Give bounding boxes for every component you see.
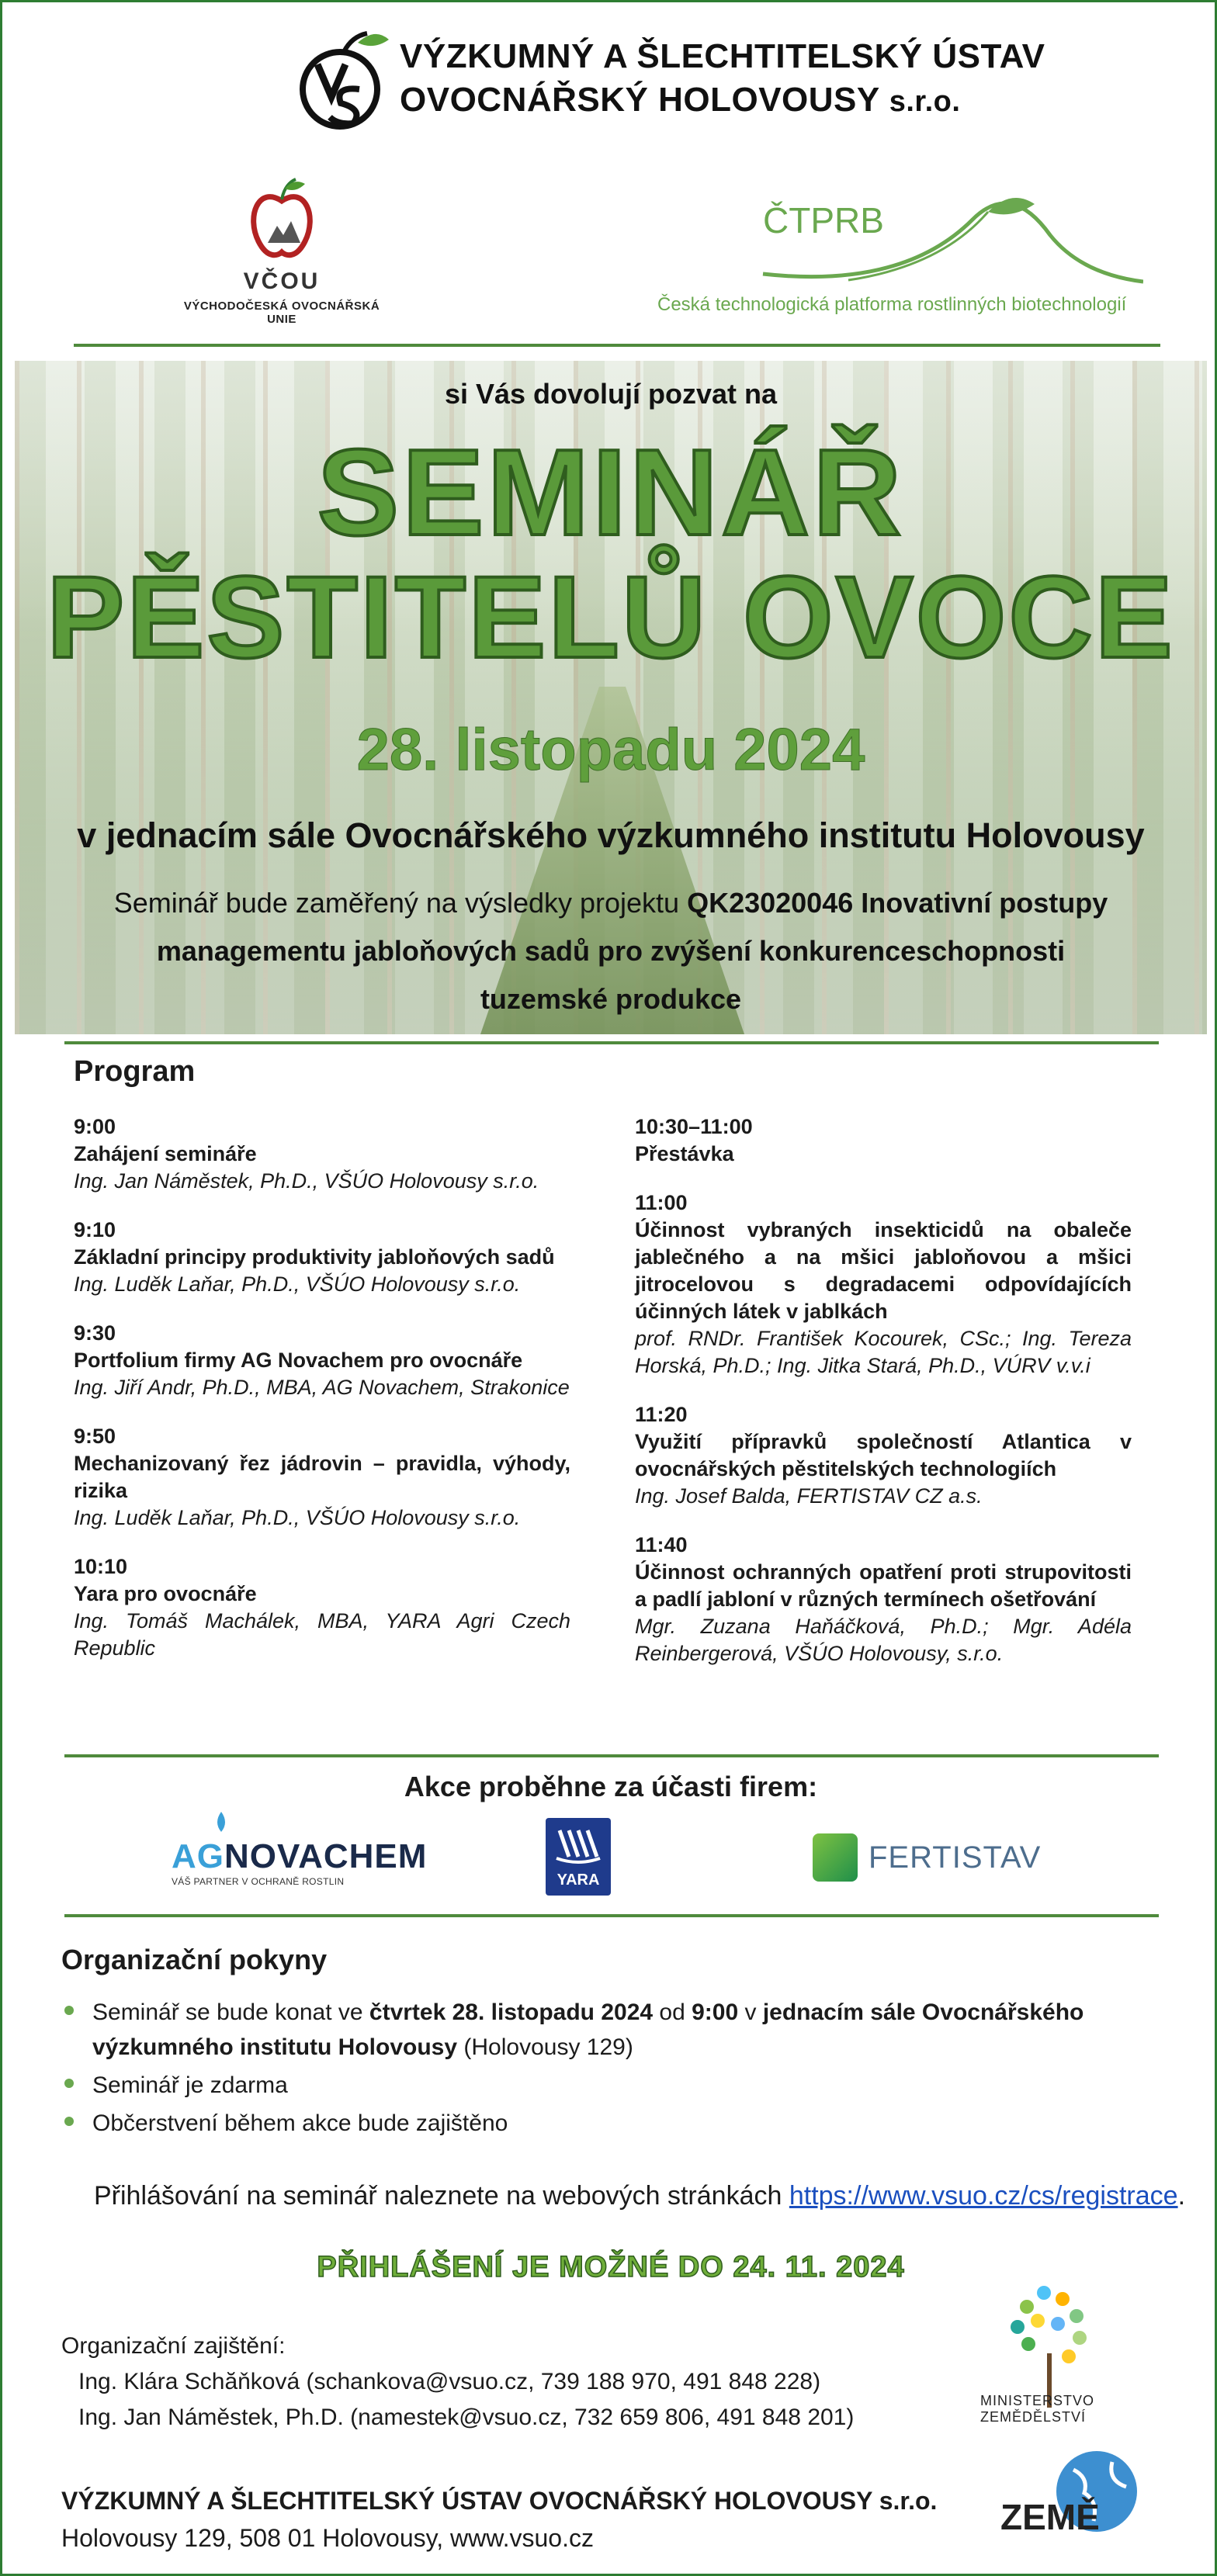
item-time: 11:20: [635, 1403, 688, 1426]
hero-banner: [15, 361, 1207, 1034]
ctprb-abbr: ČTPRB: [763, 200, 884, 241]
drop-icon: [206, 1810, 237, 1833]
item-title: Účinnost ochranných opatření proti strupovitosti a padlí jabloní v různých termínech ošetřování: [635, 1560, 1132, 1611]
org-heading: Organizační pokyny: [61, 1944, 328, 1975]
item-title: Portfolium firmy AG Novachem pro ovocnáře: [74, 1349, 523, 1372]
fertistav-name: FERTISTAV: [869, 1840, 1042, 1875]
item-speaker: Ing. Luděk Laňar, Ph.D., VŠÚO Holovousy s.r.o.: [74, 1506, 521, 1529]
vsuo-logo: [297, 29, 1045, 130]
item-time: 9:30: [74, 1321, 116, 1345]
registration-link[interactable]: https://www.vsuo.cz/cs/registrace: [789, 2181, 1178, 2211]
program-item: [74, 1113, 570, 1195]
ministry-logo: [918, 2276, 1167, 2425]
sponsors-heading: Akce proběhne za účasti firem:: [404, 1771, 818, 1802]
fertistav-logo: [813, 1833, 1041, 1882]
item-time: 9:10: [74, 1218, 116, 1241]
vsuo-sro: s.r.o.: [889, 85, 961, 118]
vcou-abbr: VČOU: [243, 268, 321, 294]
list-item: Seminář je zdarma: [61, 2068, 1171, 2103]
zeme-logo: [996, 2446, 1151, 2547]
item-speaker: Ing. Luděk Laňar, Ph.D., VŠÚO Holovousy s.r.o.: [74, 1272, 521, 1296]
venue-bold: jednacím sále Ovocnářského výzkumného institutu Holovousy: [92, 2000, 1084, 2060]
invite-text: si Vás dovolují pozvat na: [444, 378, 778, 410]
registration-text: Přihlášování na seminář naleznete na webových stránkách: [94, 2181, 789, 2211]
item-time: 11:00: [635, 1191, 688, 1214]
vsuo-name-line2: OVOCNÁŘSKÝ HOLOVOUSY: [400, 81, 879, 119]
contact-1: Ing. Klára Schăňková (schankova@vsuo.cz, 739 188 970, 491 848 228): [78, 2369, 821, 2394]
program-column-right: [635, 1113, 1132, 1689]
text: .: [1177, 2181, 1186, 2211]
item-time: 10:10: [74, 1555, 128, 1578]
event-venue: v jednacím sále Ovocnářského výzkumného institutu Holovousy: [77, 815, 1145, 855]
item-speaker: Ing. Jan Náměstek, Ph.D., VŠÚO Holovousy s.r.o.: [74, 1169, 539, 1193]
divider: [74, 344, 1160, 347]
vsuo-name-line1: VÝZKUMNÝ A ŠLECHTITELSKÝ ÚSTAV: [400, 37, 1045, 75]
item-speaker: prof. RNDr. František Kocourek, CSc.; Ing. Tereza Horská, Ph.D.; Ing. Jitka Stará, Ph.D., VÚRV v.v.i: [635, 1327, 1132, 1377]
time-bold: 9:00: [692, 2000, 739, 2025]
vcou-full-name: VÝCHODOČESKÁ OVOCNÁŘSKÁ UNIE: [183, 299, 380, 326]
contacts: [61, 2328, 854, 2436]
text: (Holovousy 129): [457, 2034, 633, 2060]
program-item: [74, 1553, 570, 1662]
program-item: [74, 1423, 570, 1532]
item-speaker: Ing. Tomáš Machálek, MBA, YARA Agri Czech Republic: [74, 1609, 570, 1660]
contact-2: Ing. Jan Náměstek, Ph.D. (namestek@vsuo.cz, 732 659 806, 491 848 201): [78, 2405, 855, 2430]
apple-icon: [251, 178, 313, 267]
program-column-left: [74, 1113, 570, 1684]
ministry-name: MINISTERSTVO ZEMĚDĚLSTVÍ: [980, 2393, 1095, 2425]
item-title: Základní principy produktivity jabloňových sadů: [74, 1245, 555, 1269]
footer-org-name: VÝZKUMNÝ A ŠLECHTITELSKÝ ÚSTAV OVOCNÁŘSKÝ HOLOVOUSY s.r.o.: [61, 2487, 938, 2515]
contacts-heading: Organizační zajištění:: [61, 2333, 286, 2359]
registration-note: [94, 2181, 1185, 2211]
item-time: 9:00: [74, 1115, 116, 1138]
org-list: [61, 1995, 1171, 2144]
project-title: QK23020046 Inovativní postupy managementu jabloňových sadů pro zvýšení konkurenceschopnosti tuzemské produkce: [156, 887, 1108, 1015]
vcou-logo: [169, 178, 394, 326]
title-line1: SEMINÁŘ: [317, 424, 905, 561]
divider: [64, 1041, 1159, 1044]
footer-address: Holovousy 129, 508 01 Holovousy, www.vsuo.cz: [61, 2524, 594, 2552]
vsuo-apple-icon: [297, 29, 390, 130]
agnovachem-name: NOVACHEM: [224, 1837, 428, 1875]
divider: [64, 1754, 1159, 1757]
item-speaker: Ing. Josef Balda, FERTISTAV CZ a.s.: [635, 1484, 983, 1508]
date-bold: čtvrtek 28. listopadu 2024: [369, 2000, 654, 2025]
item-title: Zahájení semináře: [74, 1142, 257, 1165]
list-item: Občerstvení během akce bude zajištěno: [61, 2106, 1171, 2141]
item-speaker: Ing. Jiří Andr, Ph.D., MBA, AG Novachem, Strakonice: [74, 1376, 570, 1399]
text: Seminář se bude konat ve: [92, 2000, 369, 2025]
yara-logo: [546, 1818, 611, 1896]
text: v: [738, 2000, 763, 2025]
item-speaker: Mgr. Zuzana Haňáčková, Ph.D.; Mgr. Adéla Reinbergerová, VŠÚO Holovousy, s.r.o.: [635, 1615, 1132, 1665]
item-title: Využití přípravků společností Atlantica v ovocnářských pěstitelských technologiích: [635, 1430, 1132, 1480]
yara-label: YARA: [556, 1871, 600, 1889]
program-item: [635, 1401, 1132, 1510]
title-line2: PĚSTITELŮ OVOCE: [47, 552, 1175, 682]
divider: [64, 1914, 1159, 1917]
footer: [61, 2482, 937, 2557]
event-date: 28. listopadu 2024: [356, 717, 865, 783]
program-heading: Program: [74, 1055, 196, 1088]
ctprb-full-name: Česká technologická platforma rostlinných biotechnologií: [657, 294, 1127, 315]
ctprb-wave-icon: [647, 189, 1143, 289]
program-item: [635, 1532, 1132, 1667]
program-item: [635, 1113, 1132, 1168]
fertistav-icon: [813, 1833, 858, 1882]
agnovachem-tagline: VÁŠ PARTNER V OCHRANĚ ROSTLIN: [172, 1876, 345, 1887]
ctprb-logo: [647, 189, 1143, 316]
event-focus: [15, 879, 1207, 1023]
item-title: Účinnost vybraných insekticidů na obaleče jablečného a na mšici jabloňovou a mšici jitrocelovou s degradacemi odpovídajících účinných látek v jablkách: [635, 1218, 1132, 1323]
registration-deadline: PŘIHLÁŠENÍ JE MOŽNÉ DO 24. 11. 2024: [317, 2251, 905, 2283]
focus-prefix: Seminář bude zaměřený na výsledky projektu: [113, 887, 688, 919]
agnovachem-logo: [172, 1810, 428, 1887]
item-time: 9:50: [74, 1425, 116, 1448]
zeme-word: ZEMĚ: [1000, 2497, 1100, 2537]
item-title: Yara pro ovocnáře: [74, 1582, 257, 1605]
program-item: [635, 1189, 1132, 1380]
program-item: [74, 1320, 570, 1401]
list-item: [61, 1995, 1171, 2065]
text: od: [653, 2000, 692, 2025]
item-time: 11:40: [635, 1533, 688, 1556]
agnovachem-ag: AG: [172, 1837, 224, 1875]
item-time: 10:30–11:00: [635, 1115, 753, 1138]
yara-ship-icon: [546, 1818, 611, 1868]
program-item: [74, 1217, 570, 1298]
item-title: Mechanizovaný řez jádrovin – pravidla, výhody, rizika: [74, 1452, 570, 1502]
item-title: Přestávka: [635, 1142, 734, 1165]
